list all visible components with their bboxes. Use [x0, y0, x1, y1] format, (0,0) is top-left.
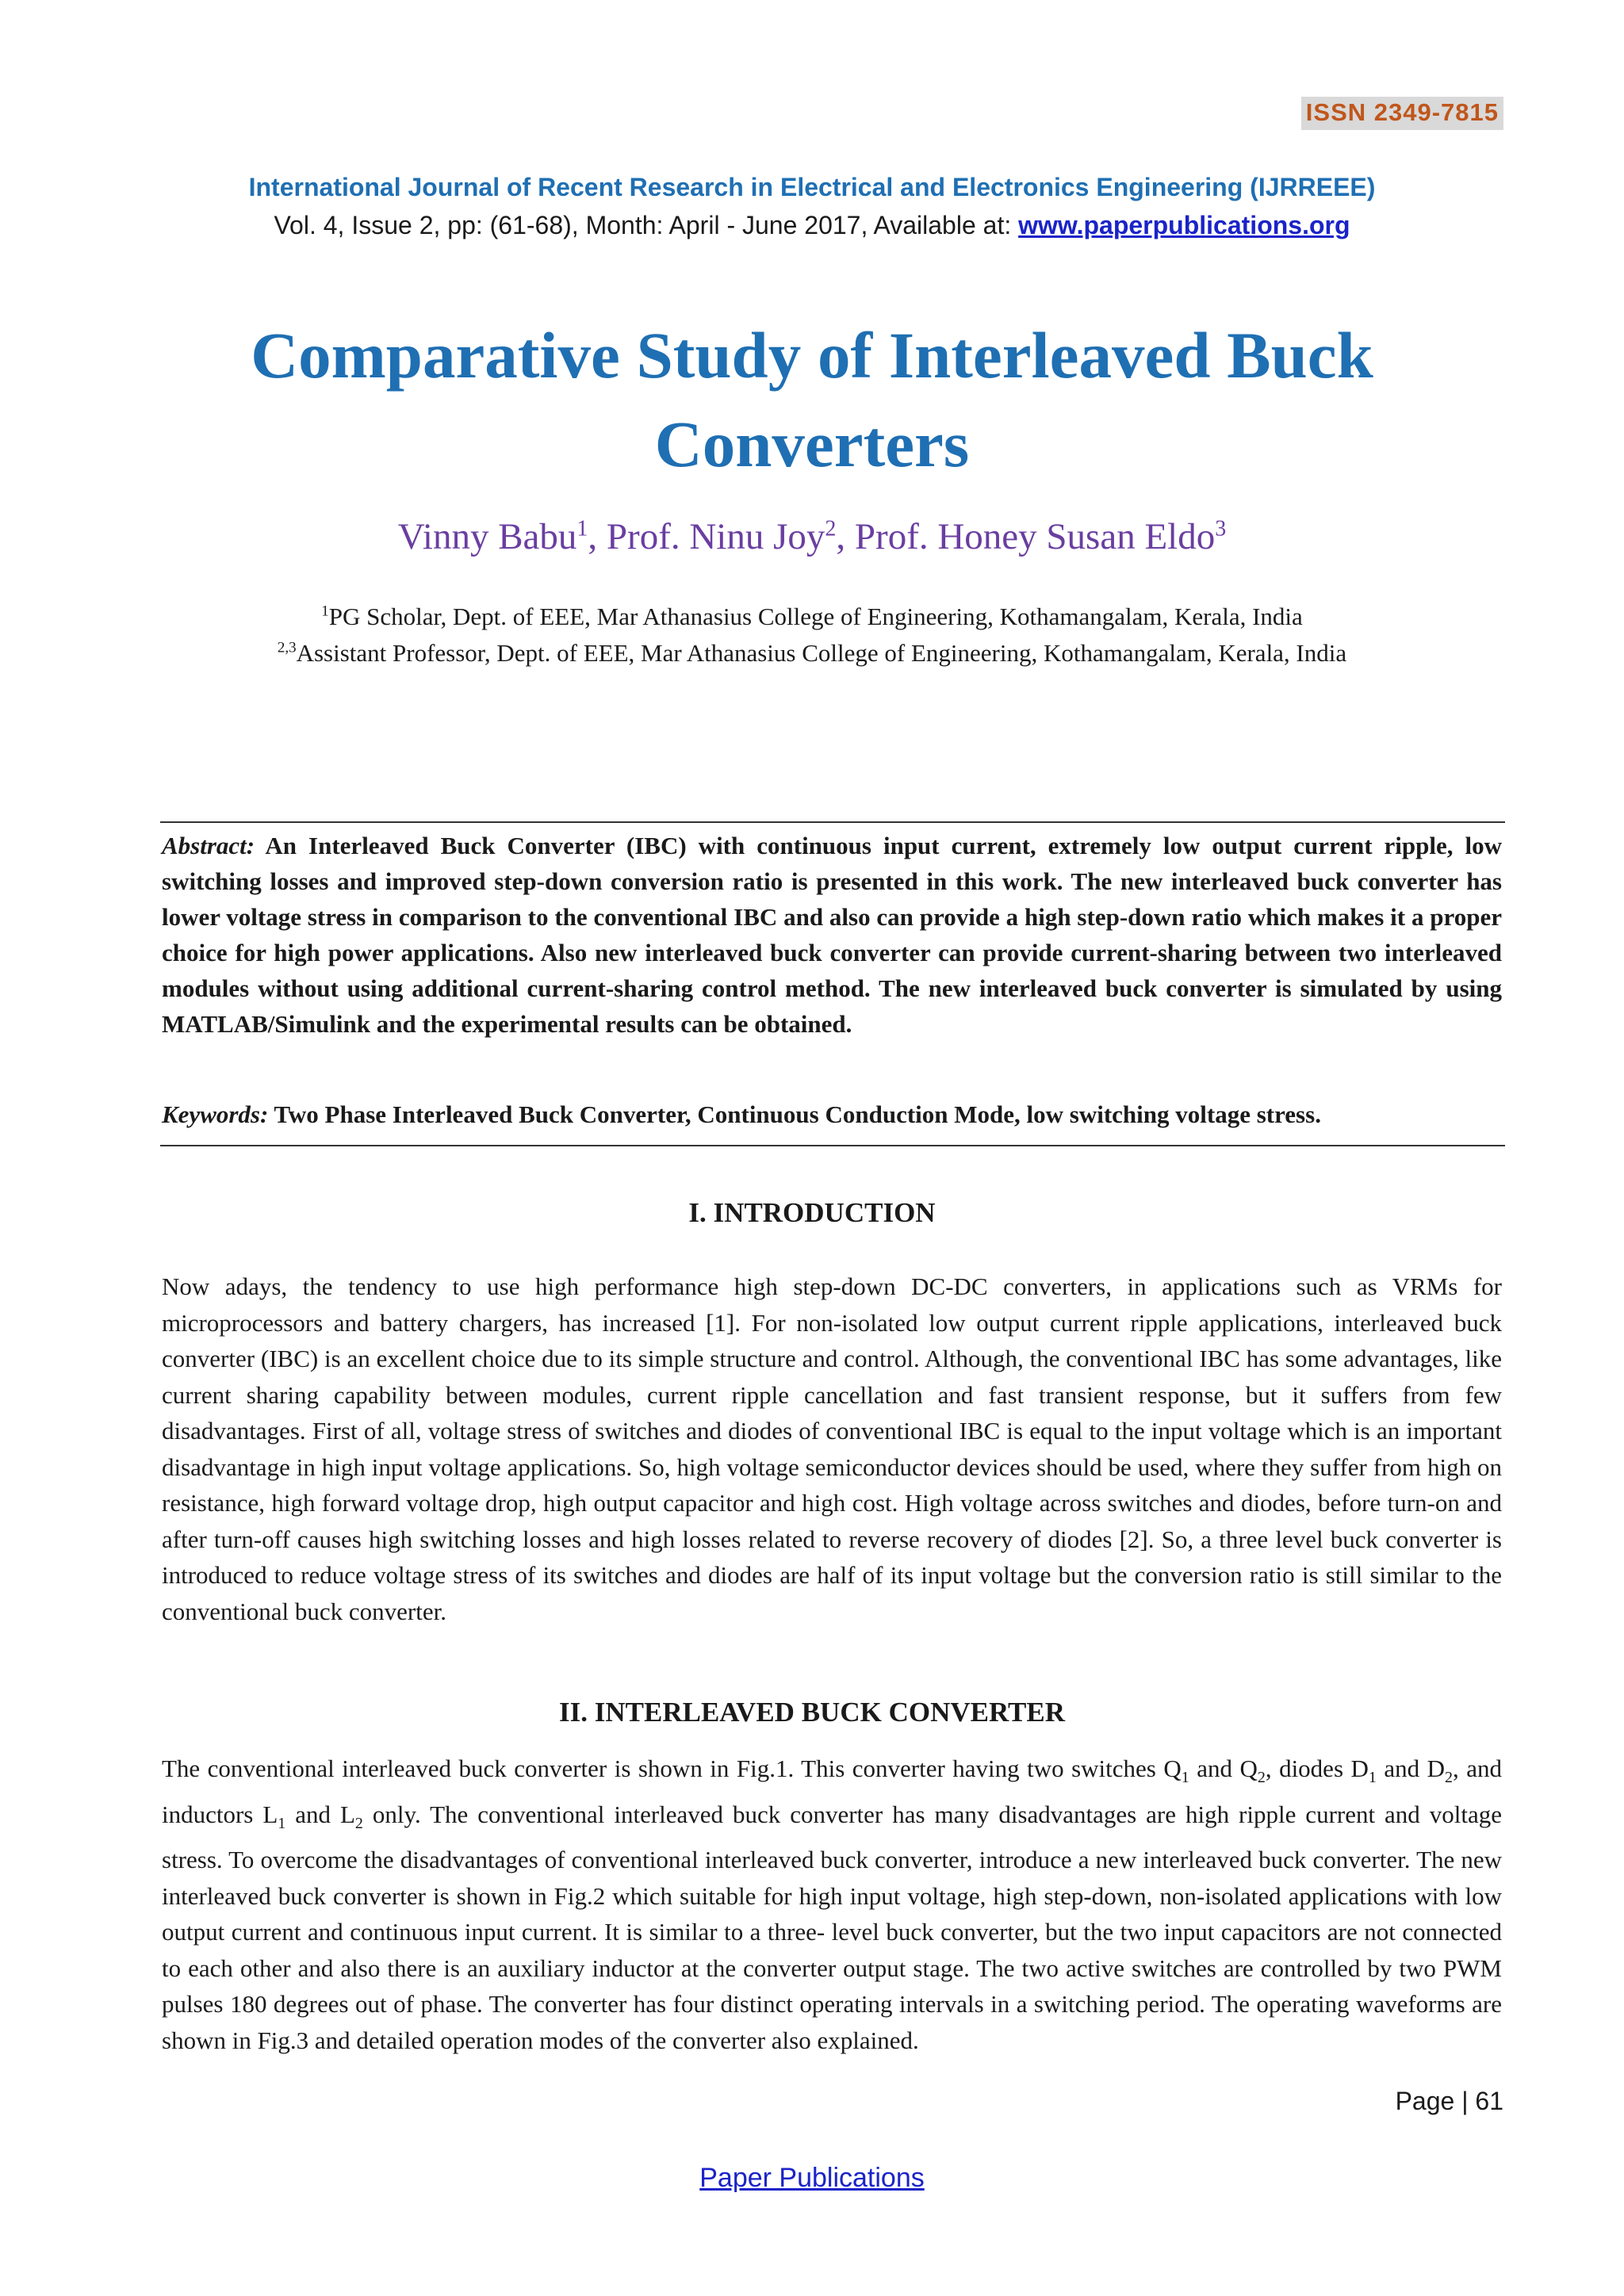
para-text: The conventional interleaved buck converter is shown in Fig.1. This converter having two switches Q	[162, 1755, 1182, 1782]
volume-info	[0, 211, 1624, 240]
author-sep: ,	[836, 516, 855, 557]
interleaved-buck-paragraph	[162, 1751, 1502, 2058]
keywords	[162, 1100, 1502, 1129]
author-list	[0, 515, 1624, 558]
subscript: 2	[1257, 1769, 1266, 1787]
subscript: 1	[1368, 1769, 1377, 1787]
author-name: Prof. Honey Susan Eldo	[854, 516, 1216, 557]
subscript: 2	[1445, 1769, 1453, 1787]
abstract-label: Abstract:	[162, 832, 255, 859]
author-name: Vinny Babu	[397, 516, 577, 557]
issn-badge: ISSN 2349-7815	[1301, 97, 1503, 130]
introduction-paragraph: Now adays, the tendency to use high performance high step-down DC-DC converters, in applications such as VRMs for microprocessors and battery chargers, has increased [1]. For non-isolated low output current ripple applications, interleaved buck converter (IBC) is an excellent choice due to its simple structure and control. Although, the conventional IBC has some advantages, like current sharing capability between modules, current ripple cancellation and fast transient response, but it suffers from few disadvantages. First of all, voltage stress of switches and diodes of conventional IBC is equal to the input voltage which is an important disadvantage in high input voltage applications. So, high voltage semiconductor devices should be used, where they suffer from high on resistance, high forward voltage drop, high output capacitor and high cost. High voltage across switches and diodes, before turn-on and after turn-off causes high switching losses and high losses related to reverse recovery of diodes [2]. So, a three level buck converter is introduced to reduce voltage stress of its switches and diodes are half of its input voltage but the conversion ratio is still similar to the conventional buck converter.	[162, 1272, 1502, 1625]
author-sup: 1	[576, 516, 588, 541]
abstract	[162, 828, 1502, 1042]
keywords-text: Two Phase Interleaved Buck Converter, Continuous Conduction Mode, low switching voltage stress.	[274, 1100, 1321, 1128]
section-heading-interleaved-buck: II. INTERLEAVED BUCK CONVERTER	[559, 1697, 1065, 1728]
website-link[interactable]: www.paperpublications.org	[1018, 211, 1350, 239]
page-number: Page | 61	[1395, 2087, 1503, 2115]
affiliation-sup: 2,3	[277, 639, 297, 656]
para-text: only. The conventional interleaved buck converter has many disadvantages are high ripple current and voltage stress. To overcome the disadvantages of conventional interleaved buck converter, introduce a new interleaved buck converter. The new interleaved buck converter is shown in Fig.2 which suitable for high input voltage, high step-down, non-isolated applications with low output current and continuous input current. It is similar to a three- level buck converter, but the two input capacitors are not connected to each other and also there is an auxiliary inductor at the converter output stage. The two active switches are controlled by two PWM pulses 180 degrees out of phase. The converter has four distinct operating intervals in a switching period. The operating waveforms are shown in Fig.3 and detailed operation modes of the converter also explained.	[162, 1800, 1503, 2054]
para-text: , and inductors L	[162, 1755, 1502, 1828]
abstract-text: An Interleaved Buck Converter (IBC) with continuous input current, extremely low output current ripple, low switching losses and improved step-down conversion ratio is presented in this work. The new interleaved buck converter has lower voltage stress in comparison to the conventional IBC and also can provide a high step-down ratio which makes it a proper choice for high power applications. Also new interleaved buck converter can provide current-sharing between two interleaved modules without using additional current-sharing control method. The new interleaved buck converter is simulated by using MATLAB/Simulink and the experimental results can be obtained.	[162, 832, 1502, 1038]
para-text: and D	[1376, 1755, 1445, 1782]
subscript: 1	[1181, 1769, 1189, 1787]
subscript: 2	[354, 1814, 363, 1832]
author-sup: 2	[825, 516, 837, 541]
affiliation-text: PG Scholar, Dept. of EEE, Mar Athanasius College of Engineering, Kothamangalam, Kerala, India	[328, 603, 1303, 630]
affiliation-2	[0, 639, 1624, 668]
keywords-label: Keywords:	[162, 1100, 269, 1128]
abstract-bottom-rule	[160, 1145, 1505, 1146]
abstract-top-rule	[160, 821, 1505, 823]
section-heading-introduction: I. INTRODUCTION	[688, 1197, 936, 1228]
para-text: and L	[285, 1800, 355, 1828]
affiliation-1	[0, 603, 1624, 631]
publisher-link[interactable]: Paper Publications	[699, 2163, 925, 2193]
affiliation-sup: 1	[321, 603, 329, 620]
journal-name: International Journal of Recent Research in Electrical and Electronics Engineering (IJRREEE)	[248, 173, 1376, 201]
author-sep: ,	[588, 516, 607, 557]
volume-text: Vol. 4, Issue 2, pp: (61-68), Month: April - June 2017, Available at:	[274, 211, 1019, 239]
para-text: and Q	[1189, 1755, 1258, 1782]
subscript: 1	[278, 1814, 286, 1832]
author-name: Prof. Ninu Joy	[606, 516, 825, 557]
para-text: , diodes D	[1265, 1755, 1369, 1782]
affiliation-text: Assistant Professor, Dept. of EEE, Mar Athanasius College of Engineering, Kothamangalam, Kerala, India	[296, 639, 1347, 667]
paper-title: Comparative Study of Interleaved Buck Converters	[251, 319, 1373, 480]
author-sup: 3	[1215, 516, 1227, 541]
